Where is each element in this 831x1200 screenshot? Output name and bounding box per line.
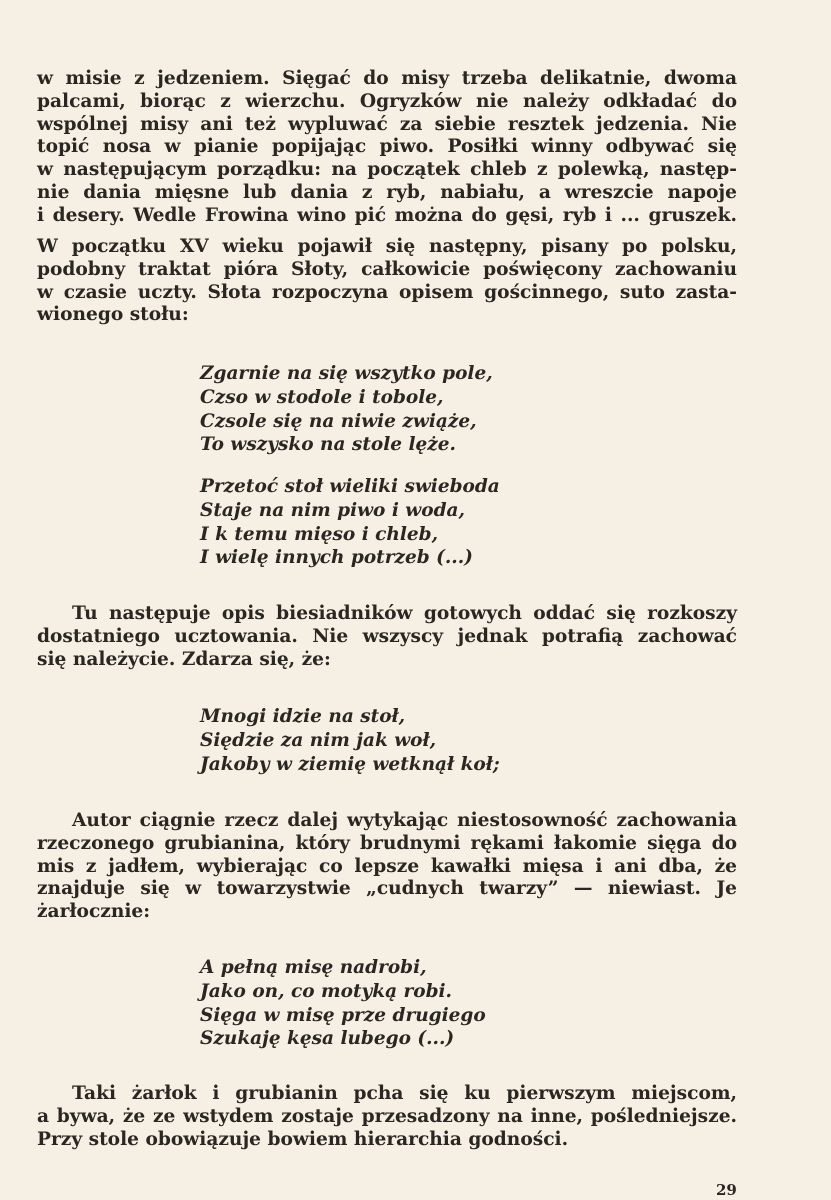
verse-line: I wielę innych potrzeb (...) [200,547,473,569]
paragraph-3 [37,603,737,671]
text-line: Tu następuje opis biesiadników gotowych oddać się rozkoszy [72,603,737,624]
text-line: Przy stole obowiązuje bowiem hierarchia godności. [37,1128,569,1150]
verse-line: Czso w stodole i tobole, [200,386,444,408]
verse-line: Sięga w misę prze drugiego [200,1004,486,1026]
text-line: się należycie. Zdarza się, że: [37,648,331,670]
text-line: Autor ciągnie rzecz dalej wytykając niestosowność zachowania [72,810,737,831]
verse-line: Jakoby w ziemię wetknął koł; [200,753,500,775]
paragraph-2 [37,236,737,327]
verse-line: Mnogi idzie na stoł, [200,706,406,727]
text-line: i desery. Wedle Frowina wino pić można do gęsi, ryb i ... gruszek. [37,204,737,226]
verse-line: A pełną misę nadrobi, [200,957,427,978]
text-line: wionego stołu: [37,304,189,326]
text-line: W początku XV wieku pojawił się następny, pisany po polsku, [37,236,737,257]
verse-line: Staje na nim piwo i woda, [200,499,465,521]
paragraph-5 [37,1083,737,1151]
verse-4 [200,956,486,1051]
text-line: a bywa, że ze wstydem zostaje przesadzony na inne, pośledniejsze. [37,1105,737,1127]
paragraph-1 [37,68,737,228]
verse-1 [200,362,493,457]
paragraph-5-text [37,1083,737,1151]
text-line: topić nosa w pianie popijając piwo. Posiłki winny odbywać się [37,136,737,158]
text-line: w następującym porządku: na początek chleb z polewką, następ- [37,159,737,181]
text-line: nie dania mięsne lub dania z ryb, nabiału, a wreszcie napoje [37,181,737,203]
paragraph-3-text [37,603,737,671]
text-line: dostatniego ucztowania. Nie wszyscy jednak potrafią zachować [37,625,737,647]
text-line: żarłocznie: [37,901,151,923]
text-line: w czasie uczty. Słota rozpoczyna opisem gościnnego, suto zasta- [37,281,737,303]
text-line: rzeczonego grubianina, który brudnymi rękami łakomie sięga do [37,832,737,854]
verse-2 [200,475,500,570]
verse-line: Szukaję kęsa lubego (...) [200,1028,455,1050]
text-line: podobny traktat pióra Słoty, całkowicie poświęcony zachowaniu [37,258,737,280]
text-line: palcami, biorąc z wierzchu. Ogryzków nie należy odkładać do [37,90,737,112]
text-line: mis z jadłem, wybierając co lepsze kawałki mięsa i ani dba, że [37,855,737,877]
verse-line: I k temu mięso i chleb, [200,523,439,545]
verse-line: Zgarnie na się wszytko pole, [200,363,493,384]
paragraph-2-text [37,236,737,327]
paragraph-4-text [37,810,737,924]
verse-line: Przetoć stoł wieliki swieboda [200,476,500,497]
verse-line: Jako on, co motyką robi. [200,980,452,1002]
text-line: wspólnej misy ani też wypluwać za siebie resztek jedzenia. Nie [37,113,737,135]
verse-3 [200,705,500,776]
text-line: Taki żarłok i grubianin pcha się ku pierwszym miejscom, [72,1083,737,1104]
verse-line: To wszysko na stole lęże. [200,434,456,456]
paragraph-4 [37,810,737,924]
paragraph-1-text [37,68,737,228]
verse-line: Siędzie za nim jak woł, [200,729,437,751]
verse-line: Czsole się na niwie zwiąże, [200,410,477,432]
text-line: w misie z jedzeniem. Sięgać do misy trzeba delikatnie, dwoma [37,68,737,89]
page-number: 29 [716,1181,737,1199]
text-line: znajduje się w towarzystwie „cudnych twarzy” — niewiast. Je [37,878,737,900]
